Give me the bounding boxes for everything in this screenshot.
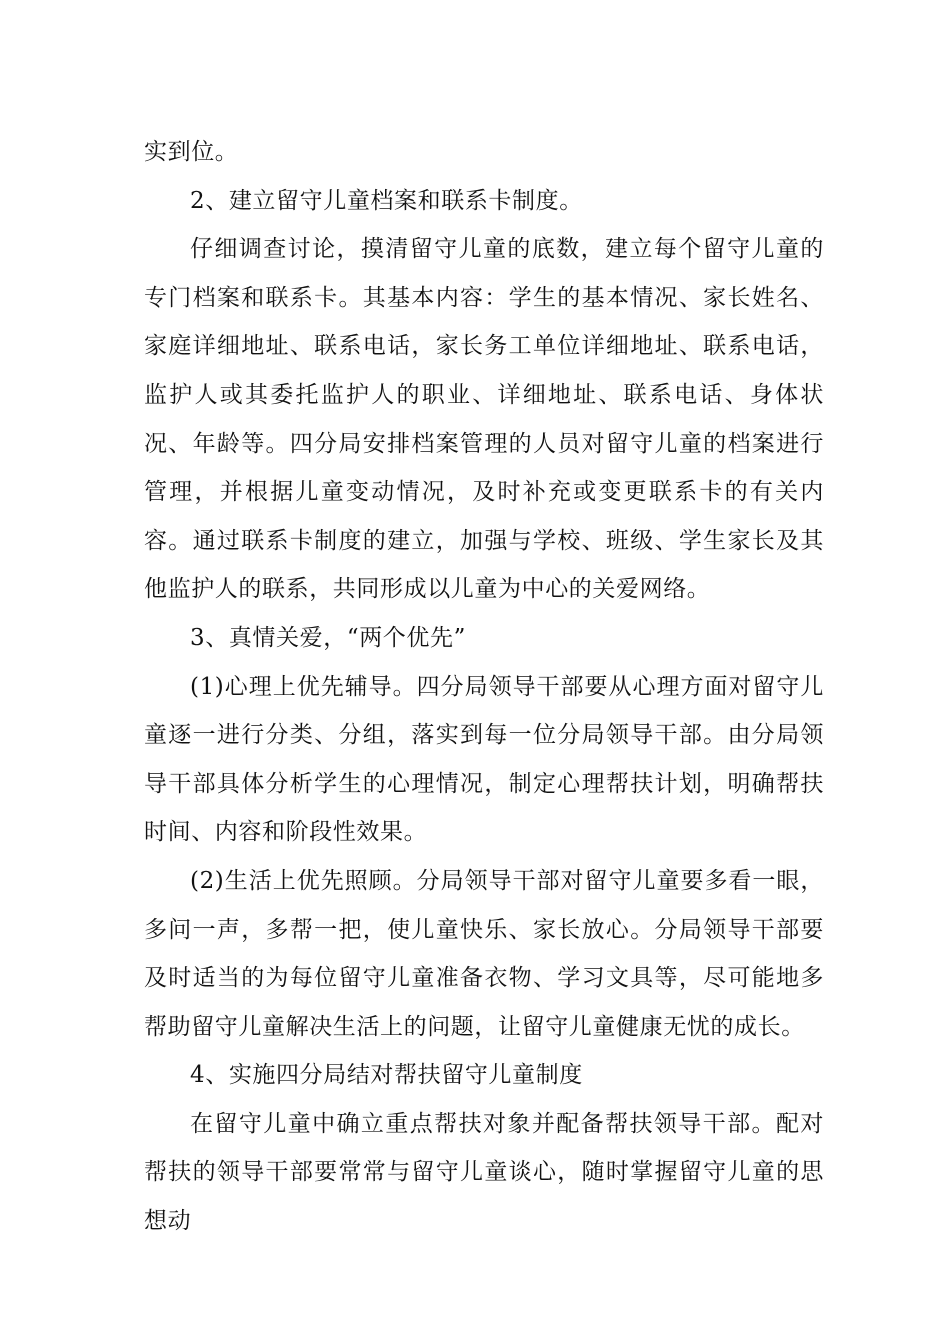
heading-archive-card-system: 2、建立留守儿童档案和联系卡制度。 <box>190 187 583 214</box>
heading-two-priorities: 3、真情关爱，“两个优先” <box>190 624 466 651</box>
heading-pairing-system: 4、实施四分局结对帮扶留守儿童制度 <box>190 1062 583 1089</box>
paragraph-pairing-details: 在留守儿童中确立重点帮扶对象并配备帮扶领导干部。配对帮扶的领导干部要常常与留守儿童谈心，随时掌握留守儿童的思想动 <box>144 1110 824 1235</box>
paragraph-archive-details: 仔细调查讨论，摸清留守儿童的底数，建立每个留守儿童的专门档案和联系卡。其基本内容：学生的基本情况、家长姓名、家庭详细地址、联系电话，家长务工单位详细地址、联系电话，监护人或其委托监护人的职业、详细地址、联系电话、身体状况、年龄等。四分局安排档案管理的人员对留守儿童的档案进行管理，并根据儿童变动情况，及时补充或变更联系卡的有关内容。通过联系卡制度的建立，加强与学校、班级、学生家长及其他监护人的联系，共同形成以儿童为中心的关爱网络。 <box>144 236 824 603</box>
paragraph-continuation: 实到位。 <box>144 139 239 165</box>
document-body <box>144 128 824 1246</box>
paragraph-psychological-priority: (1)心理上优先辅导。四分局领导干部要从心理方面对留守儿童逐一进行分类、分组，落实到每一位分局领导干部。由分局领导干部具体分析学生的心理情况，制定心理帮扶计划，明确帮扶时间、内容和阶段性效果。 <box>144 673 824 846</box>
paragraph-life-priority: (2)生活上优先照顾。分局领导干部对留守儿童要多看一眼，多问一声，多帮一把，使儿童快乐、家长放心。分局领导干部要及时适当的为每位留守儿童准备衣物、学习文具等，尽可能地多帮助留守儿童解决生活上的问题，让留守儿童健康无忧的成长。 <box>144 867 824 1040</box>
